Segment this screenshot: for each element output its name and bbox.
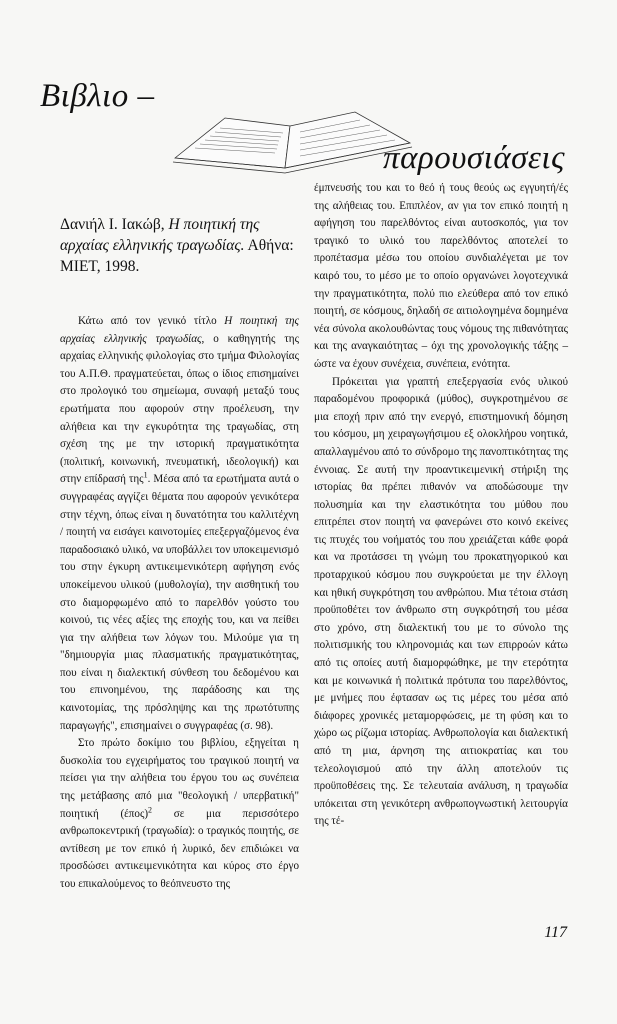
paragraph: έμπνευσής του και το θεό ή τους θεούς ως εγγυητή/ές της αλήθειας του. Επιπλέον, αν για τον επικό ποιητή η αφήγηση του παρελθόντος είναι αυτοσκοπός, για τον τραγικό το υλικό του παρελθόντος αποτελεί το προπέτασμα μέσω του οποίου συνδιαλέγεται με τον καιρό του, το μέσο με το οποίο οργανώνει λογοτεχνικά την πραγματικότητα, πολύ πιο ελεύθερα από τον επικό ποιητή, σε κόσμους, δηλαδή σε αιτιολογημένα δομημένα νέα σύνολα ακολουθώντας τους νόμους της πιθανότητας και της αναγκαιότητας – όχι της χρονολογικής τάξης – ώστε να έχουν συνέχεια, συνέπεια, ενότητα. [314,182,568,370]
text-run: σε μια περισσότερο ανθρωποκεντρική (τραγωδία): ο τραγικός ποιητής, σε αντίθεση με τον επικό ή λυρικό, δεν επιδιώκει να προσδώσει αντικειμενικότητα και κύρος στο έργο του επικαλούμενος το θεόπνευστο της [60,807,299,890]
footnote-ref: 1 [143,470,148,480]
text-run: . Μέσα από τα ερωτήματα αυτά ο συγγραφέας αγγίζει θέματα που αφορούν γενικότερα στην τέχνη, όπως είναι η δυνατότητα του καλλιτέχνη / ποιητή να εισάγει καινοτομίες επεξεργαζόμενος ένα παραδοσιακό υλικό, να υποβάλλει τον υποκειμενισμό του στην έγκυρη αντικειμενικότερη αφήγηση ενός υποκείμενου υλικού (μυθολογία), την αισθητική του στο διαμορφωμένο από το παρελθόν γούστο του κοινού, τις νέες αξίες της εποχής του, και να πείθει για την αλήθεια των λόγων του. Μιλούμε για τη "δημιουργία μιας πλασματικής πραγματικότητας, που είναι η διαλεκτική σύνθεση του δεδομένου και του επινοημένου, της παράδοσης και της καινοτομίας, της πρόσληψης και της πρωτότυπης παραγωγής", επισημαίνει ο συγγραφέας (σ. 98). [60,473,299,732]
book-publication: Αθήνα: ΜΙΕΤ, 1998. [60,237,294,275]
paragraph: Πρόκειται για γραπτή επεξεργασία ενός υλικού παραδομένου προφορικά (μύθος), συγκροτημένου σε μια εποχή πριν από την ενεργό, επιστημονική δόμηση του κόσμου, μη χειραγωγήσιμου εξ ολοκλήρου νοητικά, απαλλαγμένου από το σύνδρομο της πανοπτικότητας της έννοιας. Σε αυτή την προαντικειμενική στήριξη της ιστορίας θα πρέπει πιθανόν να αποδώσουμε την πολυσημία και την ελαστικότητα του μύθου που επιτρέπει στον ποιητή να φανερώνει στο κοινό εκείνες τις πτυχές του νοήματός του που χρειάζεται κάθε φορά και να προτάσσει τη γνώμη του προκατηγορικού και προταρχικού κόσμου που συγκρούεται με την έλλογη και ηθική συγκρότηση του ανθρώπου. Μια τέτοια στάση προϋποθέτει τον άνθρωπο στη συγκρότησή του μέσα στο χρόνο, στη διαλεκτική του με το σύνολο της πολιτισμικής του κληρονομιάς και των επιρροών κάτω από τις οποίες αυτή διαμορφώθηκε, με την ετερότητα και με κοινωνικά ή πολιτικά πρότυπα του παρελθόντος, με μνήμες που έφτασαν ως τις μέρες του μέσα από διάφορες χρονικές μεταμορφώσεις, με τη φύση και το χώρο ως ρίζωμα ιστορίας. Ανθρωπολογία και διαλεκτική από τη μια, άρνηση της αιτιοκρατίας και του τελεολογισμού από την άλλη αποτελούν τις προϋποθέσεις της. Σε τελευταία ανάλυση, η τραγωδία υπόκειται στη γενικότερη ανθρωπογνωστική λειτουργία της τέ- [314,375,568,828]
text-run: Στο πρώτο δοκίμιο του βιβλίου, εξηγείται η δυσκολία του εγχειρήματος του τραγικού ποιητή να πείσει για την αλήθεια του έργου του ως συνέπεια της μετάβασης από μια "θεολογική / υπερβατική" ποιητική (έπος) [60,737,299,820]
page-number: 117 [544,924,567,941]
right-column [314,180,568,831]
book-title: Η ποιητική της αρχαίας ελληνικής τραγωδίας. [60,216,260,254]
footnote-ref: 2 [148,804,153,814]
text-run: Κάτω από τον γενικό τίτλο [78,315,225,327]
book-author: Δανιήλ Ι. Ιακώβ, [60,216,169,233]
left-column [60,194,299,894]
section-title-right: παρουσιάσεις [383,140,565,176]
book-title-inline: Η ποιητική της αρχαίας ελληνικής τραγωδίας [60,315,299,345]
open-book-icon [165,98,415,178]
text-run: , ο καθηγητής της αρχαίας ελληνικής φιλολογίας στο τμήμα Φιλολογίας του Α.Π.Θ. πραγματεύεται, όπως ο ίδιος επισημαίνει στο προλογικό του σημείωμα, συναφή μεταξύ τους ερωτήματα που αφορούν στην προέλευση, την αλήθεια και την εγκυρότητα της τραγωδίας, στη σχέση της με την ιστορική πραγματικότητα (πολιτική, κοινωνική, πνευματική, ιδεολογική) και στην επίδρασή της [60,332,300,486]
review-citation [60,214,299,277]
section-title-left: Βιβλιο – [40,78,155,114]
paragraph [60,735,299,893]
paragraph [60,313,299,735]
